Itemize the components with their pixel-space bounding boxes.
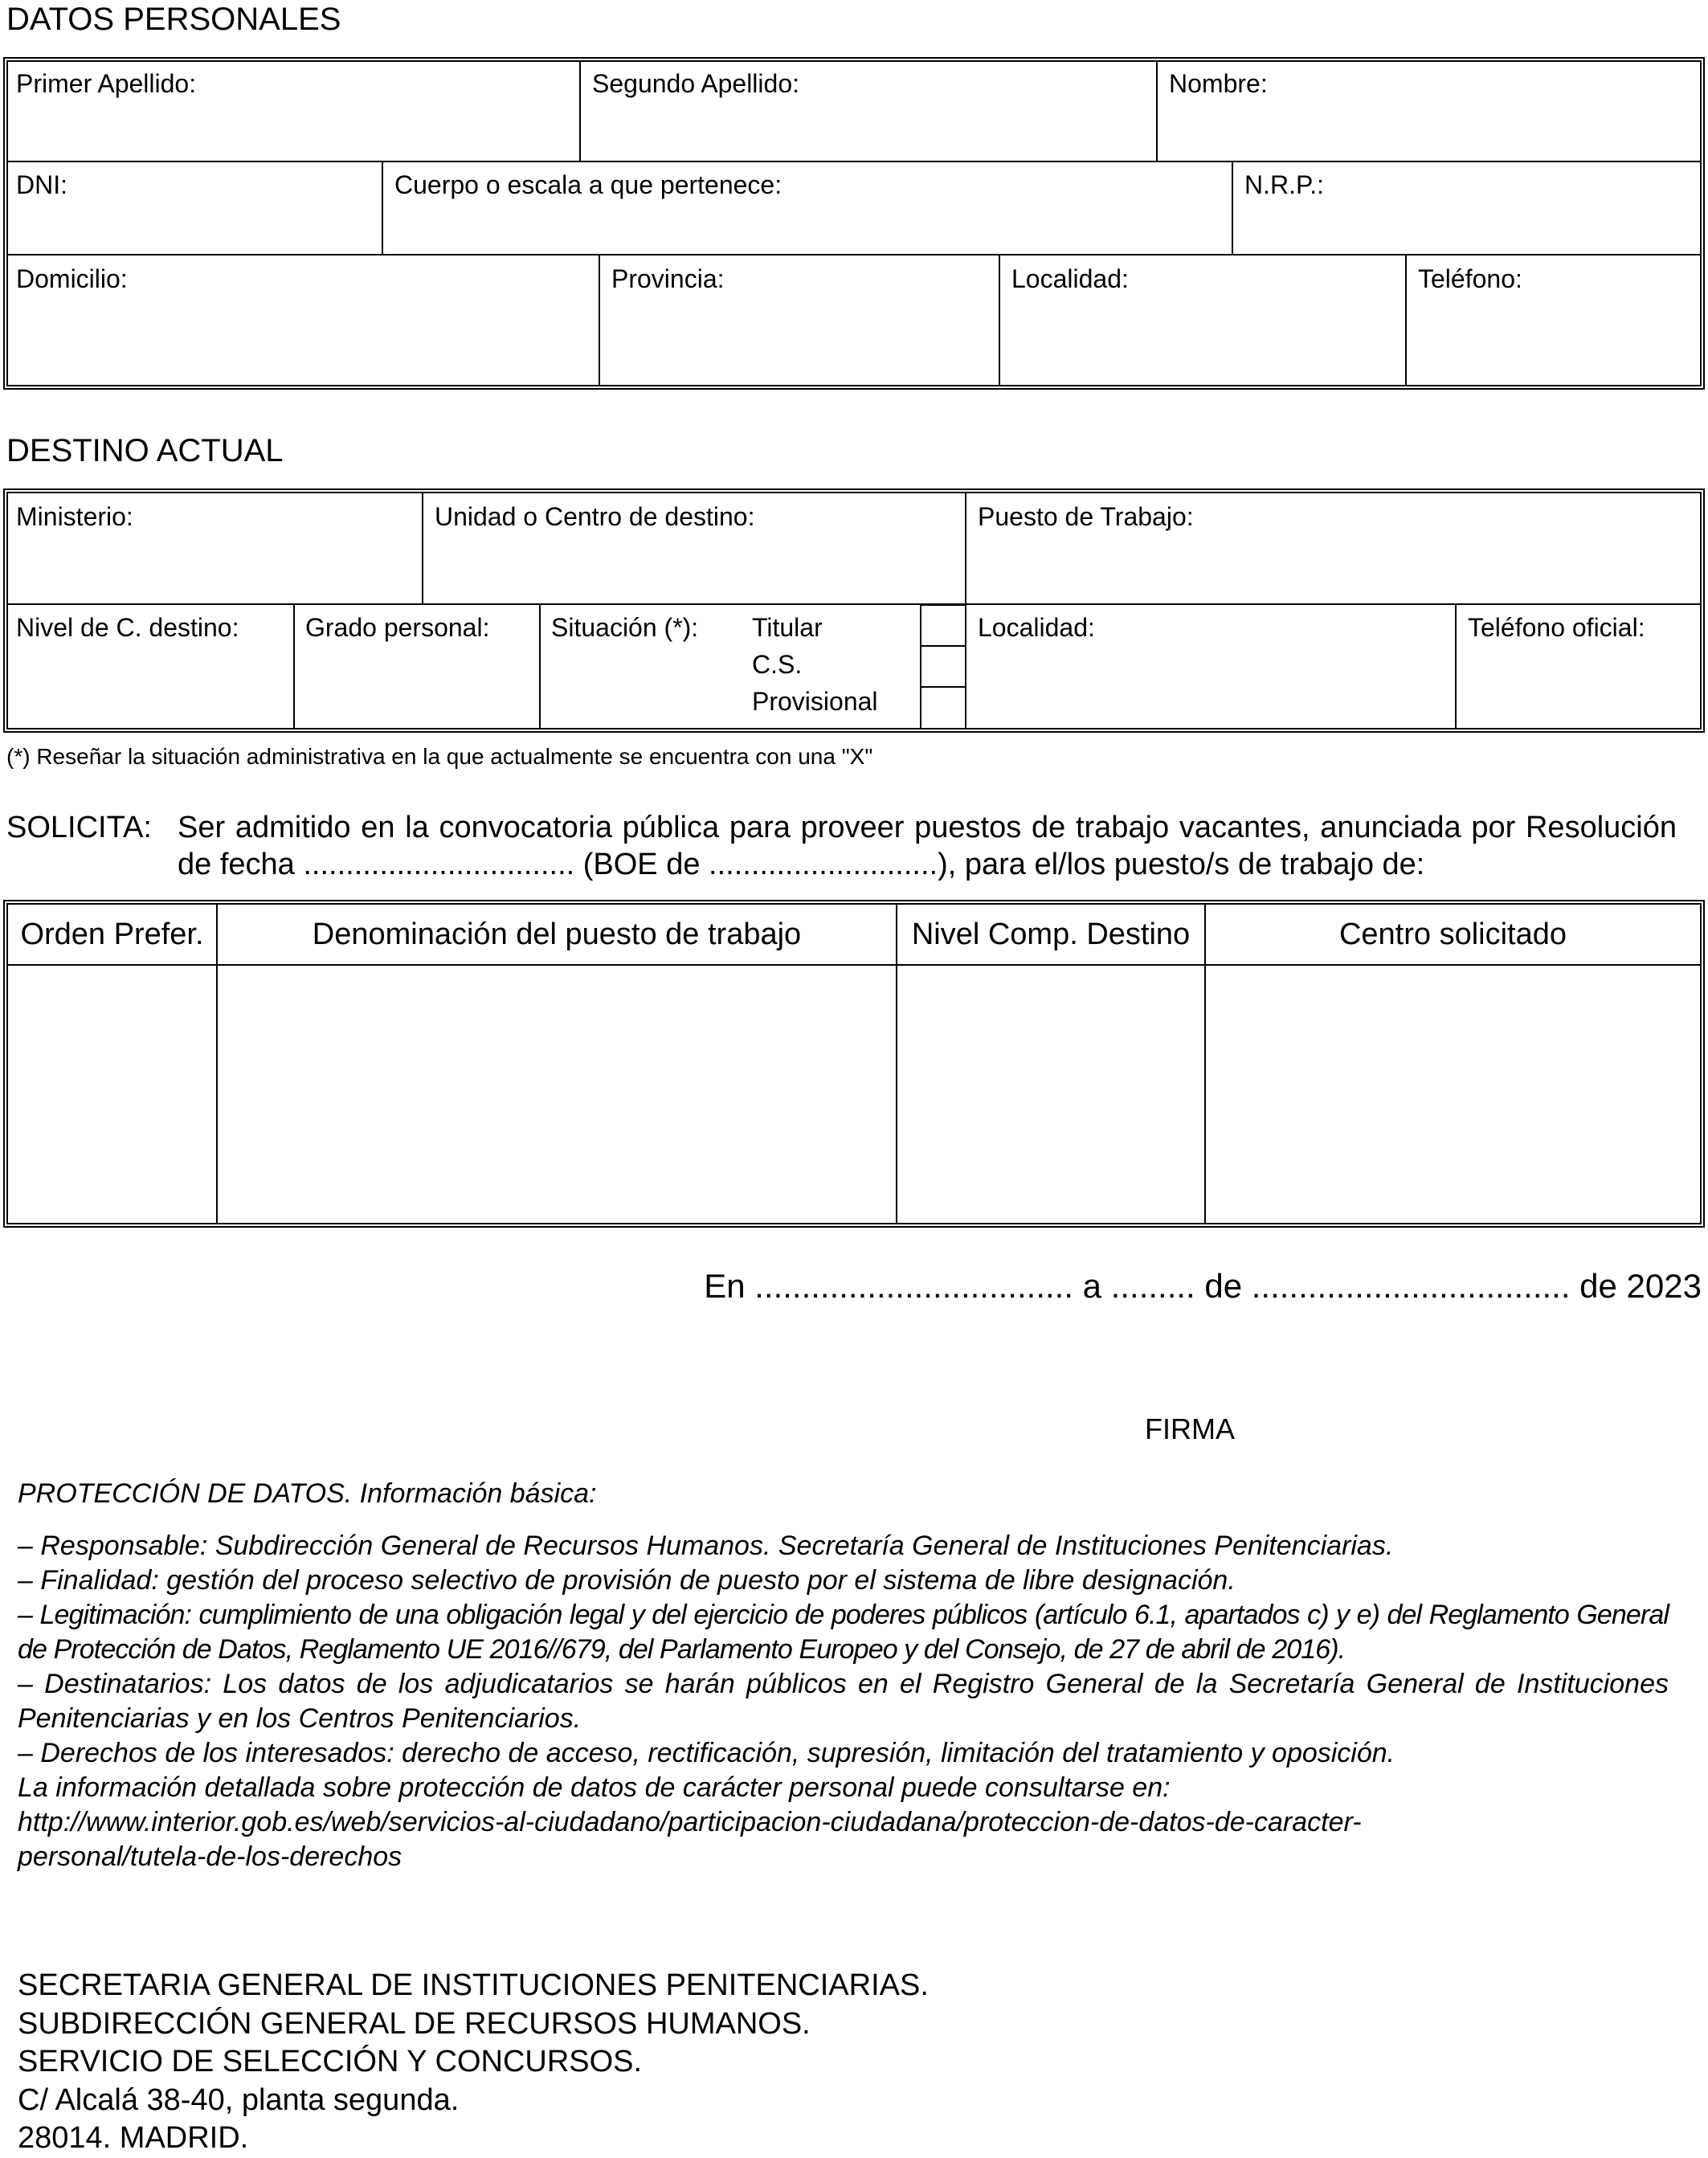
domicilio-label: Domicilio:	[16, 264, 128, 293]
proteccion-derechos: – Derechos de los interesados: derecho de acceso, rectificación, supresión, limitación del tratamiento y oposición.	[18, 1738, 1395, 1768]
th-centro: Centro solicitado	[1338, 918, 1567, 951]
proteccion-title: PROTECCIÓN DE DATOS. Información básica:	[18, 1478, 597, 1509]
proteccion-info: La información detallada sobre protección de datos de carácter personal puede consultarse en:	[18, 1772, 1171, 1803]
checkbox-titular[interactable]	[920, 604, 966, 647]
proteccion-responsable: – Responsable: Subdirección General de Recursos Humanos. Secretaría General de Instituciones Penitenciarias.	[18, 1531, 1394, 1561]
primer-apellido-label: Primer Apellido:	[16, 69, 197, 98]
th-denominacion: Denominación del puesto de trabajo	[312, 918, 802, 951]
nivel-label: Nivel de C. destino:	[16, 613, 239, 642]
localidad-destino-label: Localidad:	[978, 613, 1095, 642]
cell-orden[interactable]	[8, 966, 216, 1223]
provincia-label: Provincia:	[611, 264, 725, 293]
cell-centro[interactable]	[1206, 966, 1700, 1223]
situacion-option-provisional: Provisional	[752, 687, 878, 716]
direccion-line-4: C/ Alcalá 38-40, planta segunda.	[18, 2082, 460, 2117]
direccion-line-3: SERVICIO DE SELECCIÓN Y CONCURSOS.	[18, 2045, 643, 2078]
checkbox-provisional[interactable]	[920, 686, 966, 730]
situacion-label: Situación (*):	[551, 613, 699, 642]
proteccion-url[interactable]: http://www.interior.gob.es/web/servicios-al-ciudadano/participacion-ciudadana/proteccion-de-datos-de-caracter-	[18, 1807, 1362, 1837]
checkbox-cs[interactable]	[920, 645, 966, 688]
fecha-line: En .................................. a ......... de .................................. de 2023	[704, 1267, 1702, 1305]
proteccion-finalidad: – Finalidad: gestión del proceso selectivo de provisión de puesto por el sistema de libre designación.	[18, 1565, 1236, 1596]
grado-label: Grado personal:	[305, 613, 490, 642]
situacion-option-cs: C.S.	[752, 650, 803, 679]
th-nivel-comp: Nivel Comp. Destino	[911, 918, 1191, 951]
proteccion-block	[18, 1529, 1669, 1874]
cell-nivel-comp[interactable]	[897, 966, 1204, 1223]
proteccion-destinatarios: – Destinatarios: Los datos de los adjudicatarios se harán públicos en el Registro General de la Secretaría General de Instituciones Penitenciarias y en los Centros Penitenciarios.	[18, 1669, 1669, 1734]
ministerio-label: Ministerio:	[16, 502, 133, 531]
cell-denominacion[interactable]	[218, 966, 896, 1223]
nombre-label: Nombre:	[1169, 69, 1268, 98]
segundo-apellido-label: Segundo Apellido:	[592, 69, 799, 98]
proteccion-url-cont[interactable]: personal/tutela-de-los-derechos	[18, 1841, 402, 1872]
solicita-label: SOLICITA:	[6, 811, 152, 844]
direccion-line-1: SECRETARIA GENERAL DE INSTITUCIONES PENITENCIARIAS.	[18, 1968, 929, 2002]
direccion-line-5: 28014. MADRID.	[18, 2121, 249, 2155]
solicita-text: Ser admitido en la convocatoria pública para proveer puestos de trabajo vacantes, anunciada por Resolución de fecha ................................ (BOE de ...........................), para el/los puesto/s de trabajo de:	[178, 811, 1677, 881]
telefono-oficial-label: Teléfono oficial:	[1468, 613, 1645, 642]
direccion-block	[18, 1967, 929, 2158]
dni-label: DNI:	[16, 170, 67, 199]
situacion-option-titular: Titular	[752, 613, 823, 642]
destino-actual-heading: DESTINO ACTUAL	[6, 433, 284, 468]
unidad-label: Unidad o Centro de destino:	[435, 502, 755, 531]
puesto-label: Puesto de Trabajo:	[978, 502, 1194, 531]
datos-personales-heading: DATOS PERSONALES	[6, 2, 341, 37]
nrp-label: N.R.P.:	[1244, 170, 1324, 199]
firma-label: FIRMA	[1145, 1412, 1235, 1445]
telefono-label: Teléfono:	[1418, 264, 1522, 293]
th-orden: Orden Prefer.	[20, 918, 204, 951]
situacion-note: (*) Reseñar la situación administrativa en la que actualmente se encuentra con una "X"	[6, 744, 873, 769]
cuerpo-label: Cuerpo o escala a que pertenece:	[394, 170, 782, 199]
direccion-line-2: SUBDIRECCIÓN GENERAL DE RECURSOS HUMANOS.	[18, 2006, 811, 2041]
proteccion-legitimacion: – Legitimación: cumplimiento de una obligación legal y del ejercicio de poderes públicos (artículo 6.1, apartados c) y e) del Reglamento General de Protección de Datos, Reglamento UE 2016//679, del Parlamento Europeo y del Consejo, de 27 de abril de 2016).	[18, 1600, 1669, 1665]
localidad-label: Localidad:	[1011, 264, 1129, 293]
